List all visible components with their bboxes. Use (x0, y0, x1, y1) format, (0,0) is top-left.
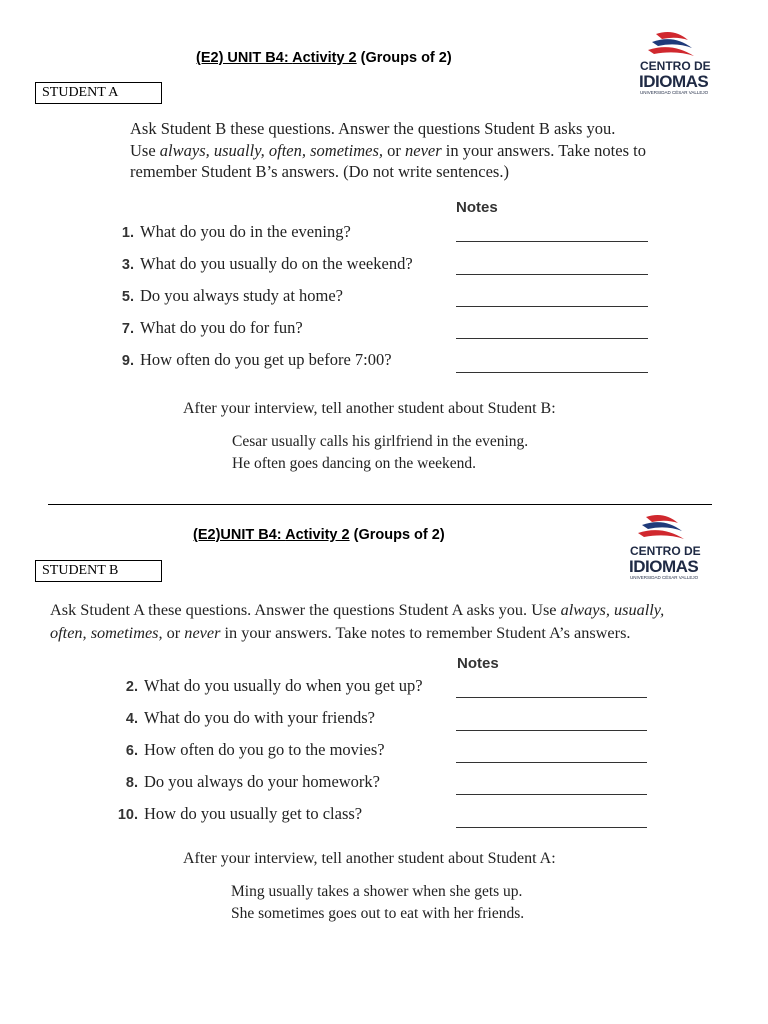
section-divider (48, 504, 712, 505)
example-answers: Cesar usually calls his girlfriend in the evening. He often goes dancing on the weekend. (232, 433, 529, 472)
notes-blank-line[interactable] (456, 762, 647, 763)
question-list (116, 222, 413, 382)
question-item: 5. Do you always study at home? (121, 286, 344, 305)
question-item: 6. How often do you go to the movies? (125, 740, 385, 759)
question-list (110, 676, 423, 836)
question-item: 2. What do you usually do when you get up? (125, 676, 423, 695)
student-a-label: STUDENT A (35, 82, 162, 104)
notes-blank-line[interactable] (456, 730, 647, 731)
question-item: 1. What do you do in the evening? (121, 222, 351, 241)
section-b-title: (E2)UNIT B4: Activity 2 (Groups of 2) (193, 527, 445, 543)
question-item: 8. Do you always do your homework? (125, 772, 380, 791)
notes-blank-line[interactable] (456, 697, 647, 698)
notes-heading: Notes (456, 199, 498, 216)
notes-blank-line[interactable] (456, 372, 648, 373)
notes-blank-line[interactable] (456, 827, 647, 828)
notes-blank-line[interactable] (456, 306, 648, 307)
question-item: 4. What do you do with your friends? (125, 708, 375, 727)
centro-de-idiomas-logo: CENTRO DE IDIOMAS UNIVERSIDAD CÉSAR VALLEJO (636, 30, 712, 100)
question-item: 9. How often do you get up before 7:00? (121, 350, 392, 369)
question-item: 10. How do you usually get to class? (117, 804, 363, 823)
after-interview-text: After your interview, tell another student about Student B: (183, 400, 556, 417)
centro-de-idiomas-logo: CENTRO DE IDIOMAS UNIVERSIDAD CÉSAR VALLEJO (626, 513, 702, 583)
question-item: 7. What do you do for fun? (121, 318, 303, 337)
notes-blank-line[interactable] (456, 338, 648, 339)
section-a-instructions: Ask Student B these questions. Answer the questions Student B asks you. Use always, usually, often, sometimes, or never in your answers. Take notes to remember Student B’s answers. (Do not write sentences.) (130, 119, 646, 181)
notes-blank-line[interactable] (456, 794, 647, 795)
question-item: 3. What do you usually do on the weekend? (121, 254, 413, 273)
notes-blank-line[interactable] (456, 274, 648, 275)
notes-heading: Notes (457, 655, 499, 672)
section-a-title: (E2) UNIT B4: Activity 2 (Groups of 2) (196, 50, 452, 66)
after-interview-text: After your interview, tell another student about Student A: (183, 850, 556, 867)
example-answers: Ming usually takes a shower when she gets up. She sometimes goes out to eat with her friends. (231, 883, 525, 922)
section-b-instructions: Ask Student A these questions. Answer the questions Student A asks you. Use always, usually, often, sometimes, or never in your answers. Take notes to remember Student A’s answers. (50, 600, 665, 642)
notes-blank-line[interactable] (456, 241, 648, 242)
student-b-label: STUDENT B (35, 560, 162, 582)
